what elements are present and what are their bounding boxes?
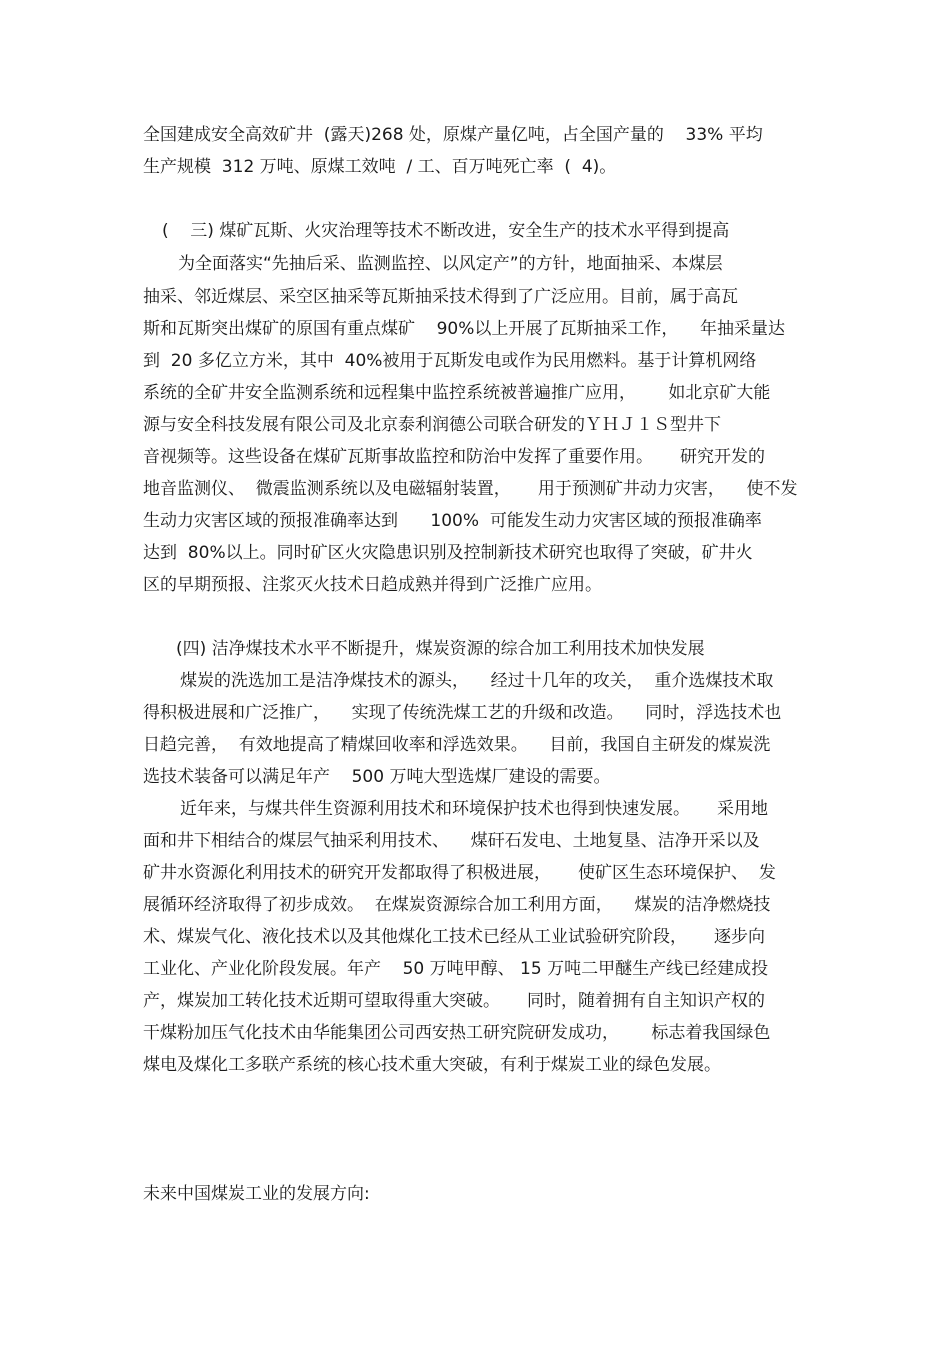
section-4-p2-line-1: 近年来，与煤共伴生资源利用技术和环境保护技术也得到快速发展。 采用地	[180, 799, 769, 819]
section-3-line-3: 斯和瓦斯突出煤矿的原国有重点煤矿 90%以上开展了瓦斯抽采工作， 年抽采量达	[143, 319, 786, 339]
section-4-heading: (四) 洁净煤技术水平不断提升，煤炭资源的综合加工利用技术加快发展	[176, 639, 705, 659]
section-4-p2-line-3: 矿井水资源化利用技术的研究开发都取得了积极进展， 使矿区生态环境保护、 发	[143, 863, 776, 883]
intro-line-1: 全国建成安全高效矿井 (露天)268 处，原煤产量亿吨，占全国产量的 33% 平均	[143, 125, 763, 145]
section-4-p1-line-3: 日趋完善， 有效地提高了精煤回收率和浮选效果。 目前，我国自主研发的煤炭洗	[143, 735, 771, 755]
section-3-line-10: 达到 80%以上。同时矿区火灾隐患识别及控制新技术研究也取得了突破，矿井火	[143, 543, 753, 563]
section-3-line-6: 源与安全科技发展有限公司及北京泰利润德公司联合研发的ＹＨＪ１Ｓ型井下	[143, 415, 721, 435]
section-4-p2-line-9: 煤电及煤化工多联产系统的核心技术重大突破，有利于煤炭工业的绿色发展。	[143, 1055, 721, 1075]
section-4-p2-line-5: 术、煤炭气化、液化技术以及其他煤化工技术已经从工业试验研究阶段， 逐步向	[143, 927, 766, 947]
section-4-p1-line-4: 选技术装备可以满足年产 500 万吨大型选煤厂建设的需要。	[143, 767, 611, 787]
section-3-line-8: 地音监测仪、 微震监测系统以及电磁辐射装置， 用于预测矿井动力灾害， 使不发	[143, 479, 798, 499]
section-4-p1-line-2: 得积极进展和广泛推广， 实现了传统洗煤工艺的升级和改造。 同时，浮选技术也	[143, 703, 782, 723]
section-3-line-7: 音视频等。这些设备在煤矿瓦斯事故监控和防治中发挥了重要作用。 研究开发的	[143, 447, 766, 467]
section-4-p2-line-4: 展循环经济取得了初步成效。 在煤炭资源综合加工利用方面， 煤炭的洁净燃烧技	[143, 895, 771, 915]
future-heading: 未来中国煤炭工业的发展方向:	[143, 1184, 370, 1204]
section-4-p2-line-6: 工业化、产业化阶段发展。年产 50 万吨甲醇、 15 万吨二甲醚生产线已经建成投	[143, 959, 769, 979]
section-3-heading: ( 三) 煤矿瓦斯、火灾治理等技术不断改进，安全生产的技术水平得到提高	[162, 221, 730, 241]
section-4-p2-line-8: 干煤粉加压气化技术由华能集团公司西安热工研究院研发成功， 标志着我国绿色	[143, 1023, 771, 1043]
section-3-line-5: 系统的全矿井安全监测系统和远程集中监控系统被普遍推广应用， 如北京矿大能	[143, 383, 771, 403]
section-3-line-11: 区的早期预报、注浆灭火技术日趋成熟并得到广泛推广应用。	[143, 575, 602, 595]
intro-line-2: 生产规模 312 万吨、原煤工效吨 / 工、百万吨死亡率 ( 4)。	[143, 157, 617, 177]
section-3-line-2: 抽采、邻近煤层、采空区抽采等瓦斯抽采技术得到了广泛应用。目前，属于高瓦	[143, 287, 738, 307]
section-3-line-9: 生动力灾害区域的预报准确率达到 100% 可能发生动力灾害区域的预报准确率	[143, 511, 762, 531]
section-4-p2-line-7: 产，煤炭加工转化技术近期可望取得重大突破。 同时，随着拥有自主知识产权的	[143, 991, 766, 1011]
section-3-line-4: 到 20 多亿立方米，其中 40%被用于瓦斯发电或作为民用燃料。基于计算机网络	[143, 351, 757, 371]
section-4-p2-line-2: 面和井下相结合的煤层气抽采利用技术、 煤矸石发电、土地复垦、洁净开采以及	[143, 831, 760, 851]
section-3-line-1: 为全面落实“先抽后采、监测监控、以风定产”的方针，地面抽采、本煤层	[178, 254, 723, 274]
section-4-p1-line-1: 煤炭的洗选加工是洁净煤技术的源头， 经过十几年的攻关， 重介选煤技术取	[180, 671, 774, 691]
